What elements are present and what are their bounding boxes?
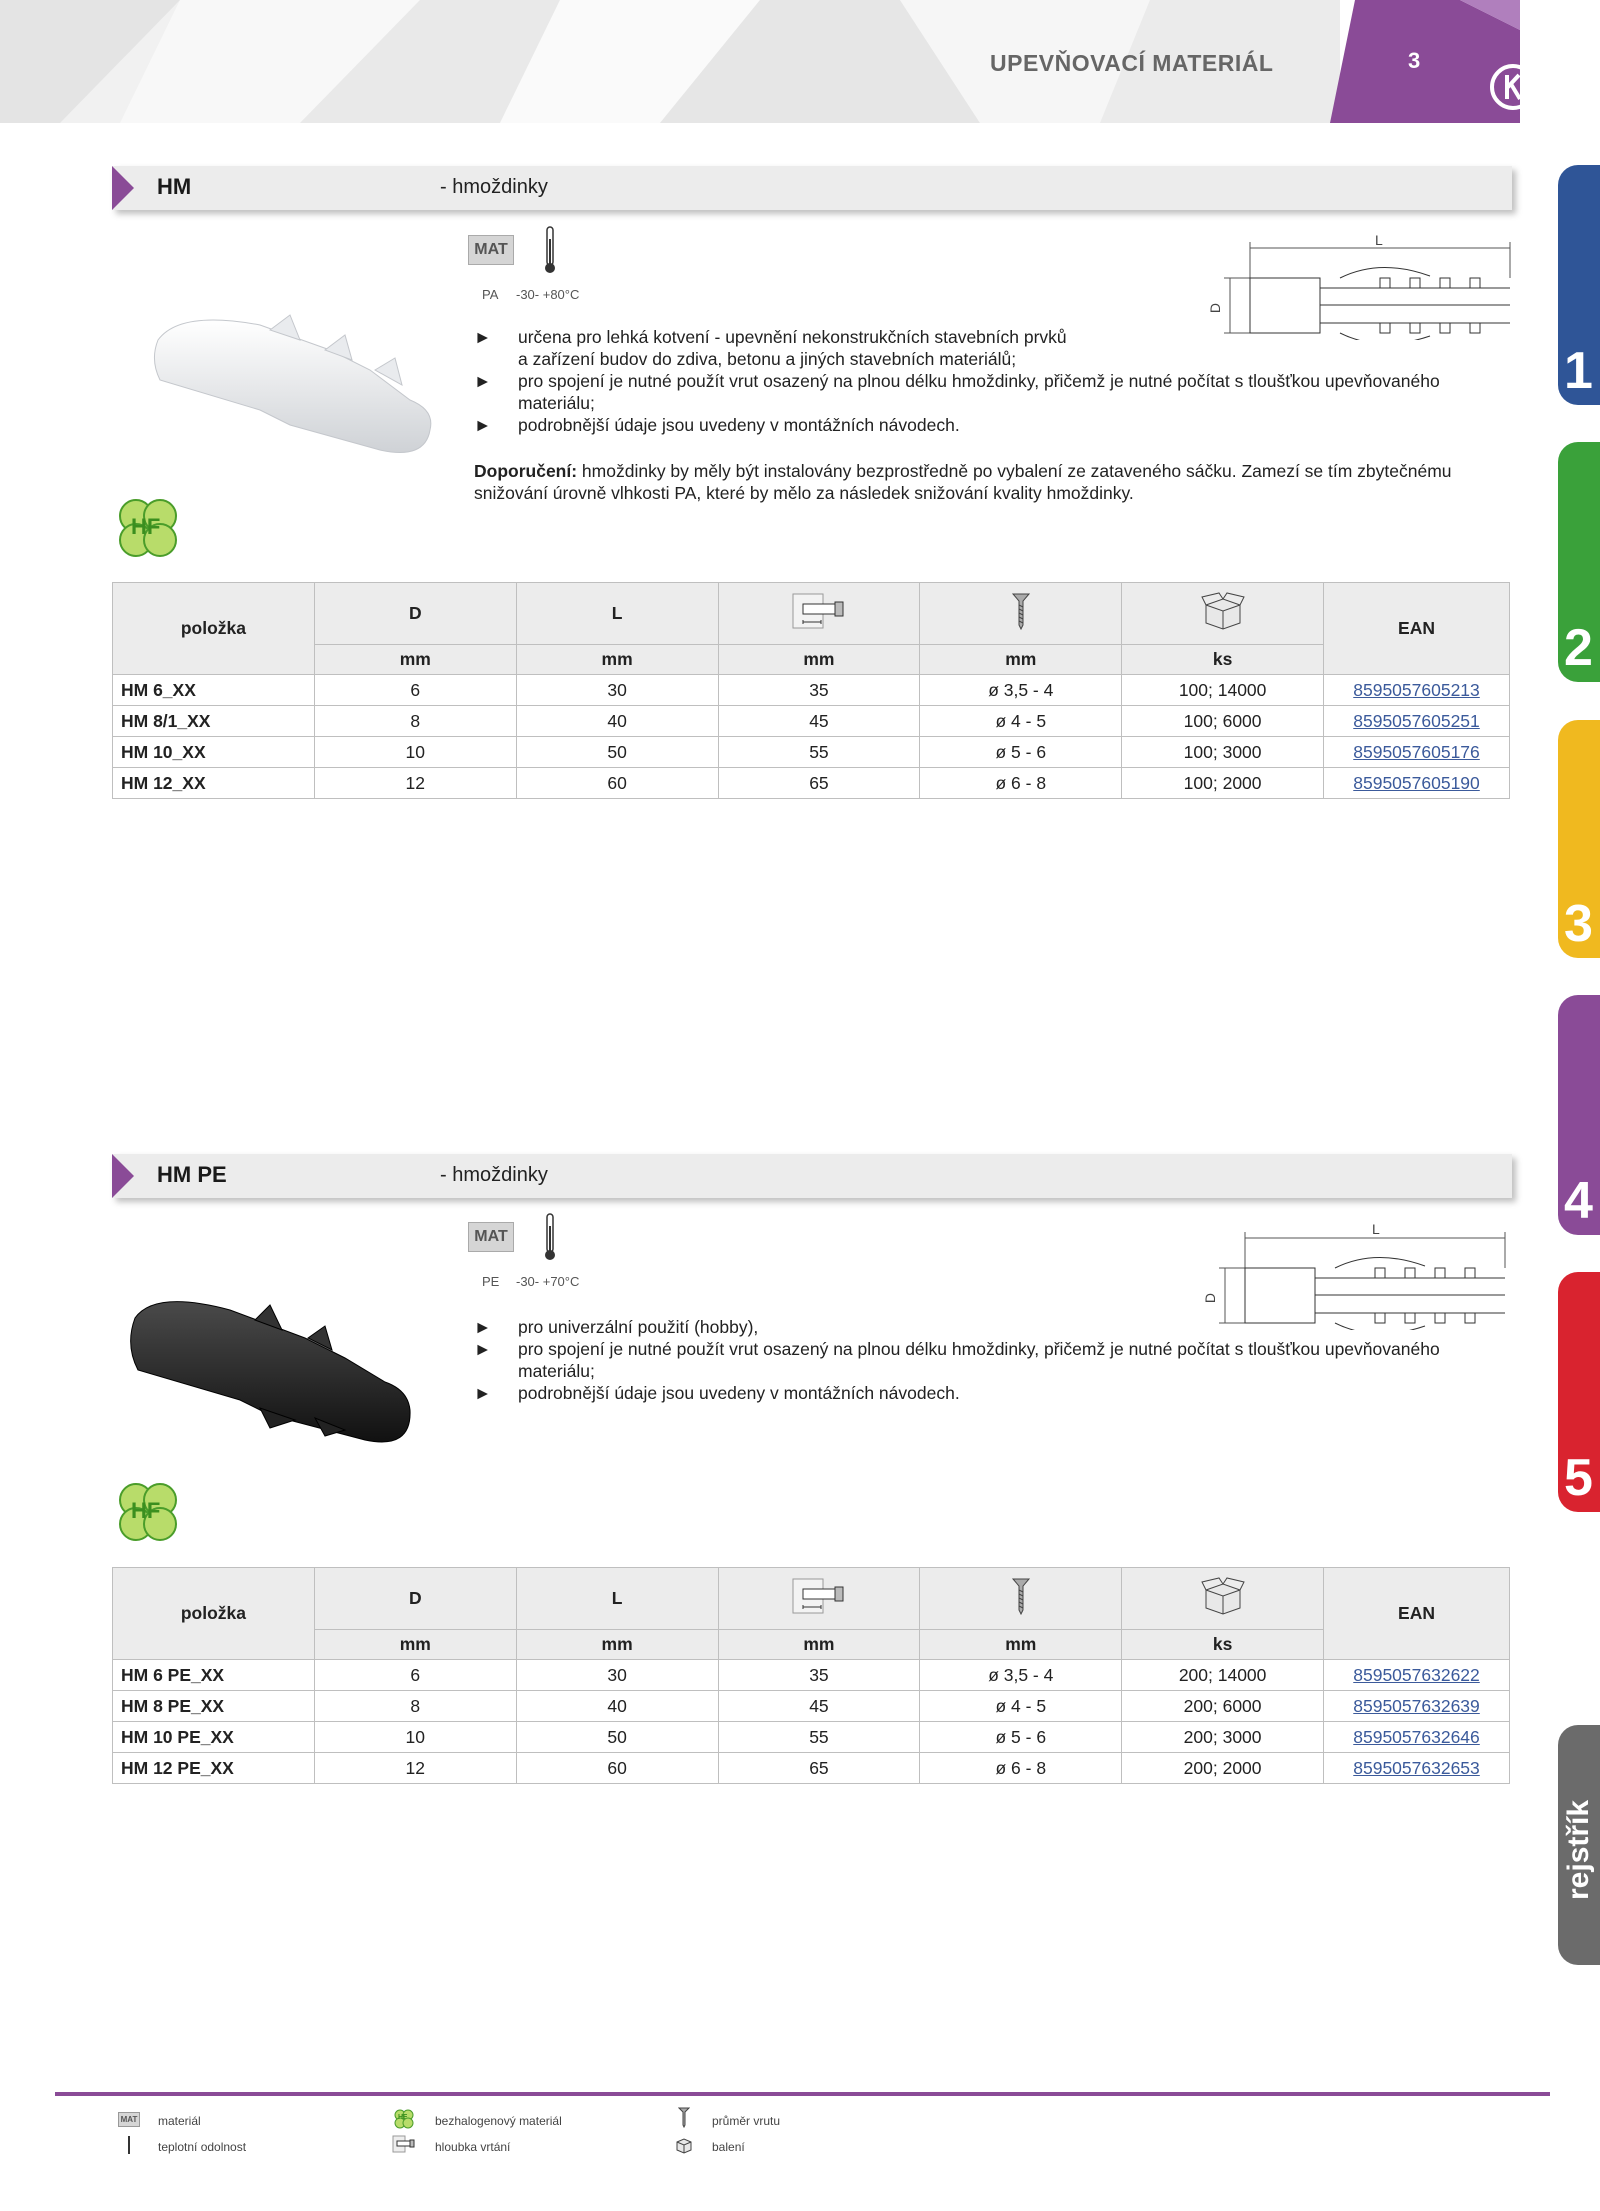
spec-table-hm: [112, 582, 1510, 799]
legend-screw-icon: [678, 2106, 690, 2128]
legend-halogen-free-icon-label: HF: [398, 2114, 408, 2121]
section-bar-marker: [112, 1154, 134, 1198]
section-code: HM PE: [157, 1162, 227, 1187]
col-item-header: položka: [113, 583, 315, 675]
screw-icon: [1011, 1576, 1031, 1616]
bullet-list-hm: ► určena pro lehká kotvení - upevnění nekonstrukčních stavebních prvků a zařízení budov do zdiva, betonu a jiných stavebních materiálů; ► pro spojení je nutné použít vrut osazený na plnou délku hmoždinky, přičemž je nutné počítat s tloušťkou upevňovaného materiálu; ► podrobnější údaje jsou uvedeny v montážních návodech.: [474, 327, 1440, 435]
cell-d: 8: [314, 1691, 516, 1722]
col-d-header: D: [314, 1568, 516, 1630]
col-screw-header: [920, 1568, 1122, 1630]
side-tab-1[interactable]: 1: [1558, 165, 1600, 405]
col-pack-header: [1122, 583, 1324, 645]
ean-link[interactable]: 8595057632622: [1324, 1660, 1510, 1691]
col-l-header: L: [516, 1568, 718, 1630]
cell-l: 50: [516, 737, 718, 768]
item-code: HM 6_XX: [113, 675, 315, 706]
cell-screw: ø 3,5 - 4: [920, 675, 1122, 706]
col-depth-header: [718, 583, 920, 645]
dowel-white-image: [140, 300, 440, 460]
legend-drill-depth-icon: [392, 2134, 416, 2154]
side-tab-2[interactable]: 2: [1558, 442, 1600, 682]
cell-pack: 100; 14000: [1122, 675, 1324, 706]
cell-pack: 200; 2000: [1122, 1753, 1324, 1784]
dimension-drawing-hm: [1210, 228, 1520, 340]
table-row: [113, 1660, 1510, 1691]
item-code: HM 6 PE_XX: [113, 1660, 315, 1691]
unit-mm: mm: [314, 645, 516, 675]
ean-link[interactable]: 8595057632646: [1324, 1722, 1510, 1753]
cell-screw: ø 4 - 5: [920, 1691, 1122, 1722]
dimension-label-d: D: [1207, 302, 1224, 314]
table-row: [113, 1691, 1510, 1722]
table-row: [113, 1753, 1510, 1784]
side-tab-3[interactable]: 3: [1558, 720, 1600, 958]
cell-depth: 65: [718, 1753, 920, 1784]
section-code: HM: [157, 174, 192, 199]
box-icon: [1200, 591, 1246, 631]
cell-d: 6: [314, 675, 516, 706]
mat-badge: MAT: [468, 1222, 514, 1252]
unit-mm: mm: [516, 645, 718, 675]
col-ean-header: EAN: [1324, 583, 1510, 675]
unit-ks: ks: [1122, 1630, 1324, 1660]
legend-temperature: teplotní odolnost: [158, 2140, 247, 2154]
screw-icon: [1011, 591, 1031, 631]
item-code: HM 10_XX: [113, 737, 315, 768]
legend-material: materiál: [158, 2114, 201, 2128]
cell-pack: 200; 3000: [1122, 1722, 1324, 1753]
legend-halogen-free: bezhalogenový materiál: [435, 2114, 562, 2128]
thermometer-icon: [543, 1212, 557, 1262]
unit-mm: mm: [314, 1630, 516, 1660]
table-row: [113, 768, 1510, 799]
unit-mm: mm: [516, 1630, 718, 1660]
ean-link[interactable]: 8595057632639: [1324, 1691, 1510, 1722]
legend-thermometer-icon: [126, 2136, 132, 2154]
legend-screw-diameter: průměr vrutu: [712, 2114, 781, 2128]
table-row: [113, 737, 1510, 768]
item-code: HM 8 PE_XX: [113, 1691, 315, 1722]
bullet-list-hm-pe: ► pro univerzální použití (hobby), ► pro spojení je nutné použít vrut osazený na plnou délku hmoždinky, přičemž je nutné počítat s tloušťkou upevňovaného materiálu; ► podrobnější údaje jsou uvedeny v montážních návodech.: [474, 1317, 1440, 1403]
cell-depth: 45: [718, 706, 920, 737]
unit-mm: mm: [920, 1630, 1122, 1660]
dimension-label-d: D: [1202, 1292, 1219, 1304]
ean-link[interactable]: 8595057632653: [1324, 1753, 1510, 1784]
item-code: HM 8/1_XX: [113, 706, 315, 737]
cell-d: 12: [314, 768, 516, 799]
halogen-free-label: HF: [131, 1498, 161, 1523]
col-pack-header: [1122, 1568, 1324, 1630]
section-bar-hm: [112, 166, 1512, 210]
ean-link[interactable]: 8595057605190: [1324, 768, 1510, 799]
cell-pack: 100; 6000: [1122, 706, 1324, 737]
legend-packing: balení: [712, 2140, 745, 2154]
temperature-value: -30- +80°C: [516, 287, 580, 302]
cell-l: 30: [516, 675, 718, 706]
dimension-drawing-hm-pe: [1205, 1218, 1515, 1330]
unit-mm: mm: [920, 645, 1122, 675]
cell-screw: ø 4 - 5: [920, 706, 1122, 737]
cell-pack: 200; 14000: [1122, 1660, 1324, 1691]
section-description: - hmoždinky: [440, 176, 548, 198]
cell-depth: 55: [718, 1722, 920, 1753]
section-description: - hmoždinky: [440, 1164, 548, 1186]
unit-ks: ks: [1122, 645, 1324, 675]
cell-d: 6: [314, 1660, 516, 1691]
ean-link[interactable]: 8595057605251: [1324, 706, 1510, 737]
dimension-label-l: L: [1372, 1221, 1380, 1237]
legend-mat-icon: MAT: [118, 2112, 140, 2127]
ean-link[interactable]: 8595057605176: [1324, 737, 1510, 768]
cell-l: 40: [516, 1691, 718, 1722]
material-value: PA: [482, 287, 499, 302]
section-bar-hm-pe: [112, 1154, 1512, 1198]
item-code: HM 12_XX: [113, 768, 315, 799]
col-ean-header: EAN: [1324, 1568, 1510, 1660]
section-bar-marker: [112, 166, 134, 210]
page-number: 3: [1408, 48, 1421, 73]
dowel-black-image: [120, 1290, 420, 1450]
cell-d: 10: [314, 737, 516, 768]
header-title: UPEVŇOVACÍ MATERIÁL: [990, 50, 1274, 76]
col-depth-header: [718, 1568, 920, 1630]
cell-screw: ø 3,5 - 4: [920, 1660, 1122, 1691]
cell-screw: ø 6 - 8: [920, 1753, 1122, 1784]
cell-l: 60: [516, 1753, 718, 1784]
cell-depth: 35: [718, 675, 920, 706]
table-row: [113, 675, 1510, 706]
table-row: [113, 706, 1510, 737]
legend-depth: hloubka vrtání: [435, 2140, 511, 2154]
side-tab-5[interactable]: 5: [1558, 1272, 1600, 1512]
cell-pack: 200; 6000: [1122, 1691, 1324, 1722]
legend-box-icon: [674, 2136, 694, 2154]
cell-l: 40: [516, 706, 718, 737]
cell-screw: ø 5 - 6: [920, 1722, 1122, 1753]
unit-mm: mm: [718, 1630, 920, 1660]
col-item-header: položka: [113, 1568, 315, 1660]
cell-l: 50: [516, 1722, 718, 1753]
ean-link[interactable]: 8595057605213: [1324, 675, 1510, 706]
drill-depth-icon: [791, 590, 847, 632]
table-row: [113, 1722, 1510, 1753]
side-tab-4[interactable]: 4: [1558, 995, 1600, 1235]
footer-divider: [55, 2092, 1550, 2096]
cell-depth: 45: [718, 1691, 920, 1722]
cell-l: 30: [516, 1660, 718, 1691]
cell-depth: 55: [718, 737, 920, 768]
spec-table-hm-pe: [112, 1567, 1510, 1784]
box-icon: [1200, 1576, 1246, 1616]
unit-mm: mm: [718, 645, 920, 675]
cell-screw: ø 6 - 8: [920, 768, 1122, 799]
cell-d: 10: [314, 1722, 516, 1753]
halogen-free-label: HF: [131, 514, 161, 539]
dimension-label-l: L: [1375, 232, 1383, 248]
drill-depth-icon: [791, 1575, 847, 1617]
thermometer-icon: [543, 225, 557, 275]
cell-depth: 35: [718, 1660, 920, 1691]
k-circle-logo-icon: [1488, 62, 1538, 112]
item-code: HM 10 PE_XX: [113, 1722, 315, 1753]
col-l-header: L: [516, 583, 718, 645]
item-code: HM 12 PE_XX: [113, 1753, 315, 1784]
side-tab-index[interactable]: rejstřík: [1558, 1725, 1600, 1965]
temperature-value: -30- +70°C: [516, 1274, 580, 1289]
mat-badge: MAT: [468, 235, 514, 265]
cell-pack: 100; 2000: [1122, 768, 1324, 799]
recommendation-text: Doporučení: hmoždinky by měly být instalovány bezprostředně po vybalení ze zataveného sáčku. Zamezí se tím zbytečnému snižování úrovně vlhkosti PA, které by mělo za následek snižování kvality hmoždinky.: [474, 461, 1452, 503]
cell-l: 60: [516, 768, 718, 799]
cell-depth: 65: [718, 768, 920, 799]
material-value: PE: [482, 1274, 500, 1289]
col-screw-header: [920, 583, 1122, 645]
col-d-header: D: [314, 583, 516, 645]
cell-screw: ø 5 - 6: [920, 737, 1122, 768]
cell-d: 12: [314, 1753, 516, 1784]
cell-d: 8: [314, 706, 516, 737]
cell-pack: 100; 3000: [1122, 737, 1324, 768]
